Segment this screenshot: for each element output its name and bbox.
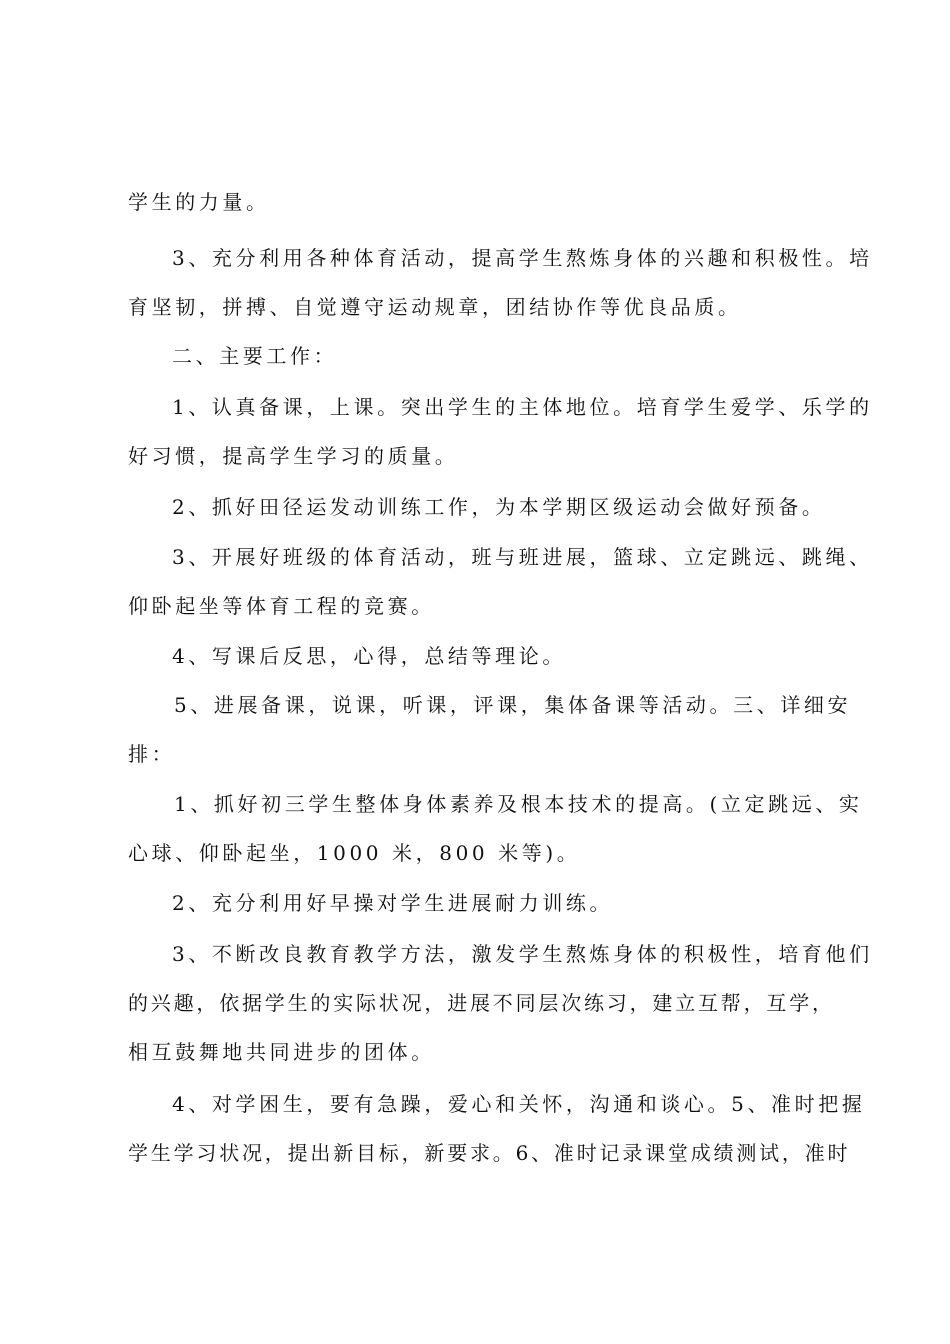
paragraph-line: 3、开展好班级的体育活动，班与班进展，篮球、立定跳远、跳绳、 [172,545,873,569]
paragraph-line: 5、进展备课，说课，听课，评课，集体备课等活动。三、详细安 [174,693,852,717]
paragraph-line: 排： [128,742,176,766]
paragraph-line: 1、抓好初三学生整体身体素养及根本技术的提高。(立定跳远、实 [174,792,863,816]
paragraph-line: 相互鼓舞地共同进步的团体。 [128,1040,435,1064]
paragraph-line: 3、充分利用各种体育活动，提高学生熬炼身体的兴趣和积极性。培 [172,246,873,270]
paragraph-line: 仰卧起坐等体育工程的竞赛。 [128,594,435,618]
paragraph-line: 好习惯，提高学生学习的质量。 [128,444,459,468]
paragraph-line: 4、写课后反思，心得，总结等理论。 [172,644,566,668]
paragraph-line: 2、充分利用好早操对学生进展耐力训练。 [172,891,614,915]
paragraph-line: 学生的力量。 [128,190,270,214]
paragraph-line: 4、对学困生，要有急躁，爱心和关怀，沟通和谈心。5、准时把握 [172,1092,866,1116]
paragraph-line: 的兴趣，依据学生的实际状况，进展不同层次练习，建立互帮，互学， [128,991,835,1015]
paragraph-line: 育坚韧，拼搏、自觉遵守运动规章，团结协作等优良品质。 [128,295,742,319]
paragraph-line: 2、抓好田径运发动训练工作，为本学期区级运动会做好预备。 [172,495,826,519]
paragraph-line: 1、认真备课，上课。突出学生的主体地位。培育学生爱学、乐学的 [172,395,873,419]
section-heading: 二、主要工作： [172,344,338,368]
paragraph-line: 心球、仰卧起坐，1000 米，800 米等)。 [128,841,581,865]
paragraph-line: 3、不断改良教育教学方法，激发学生熬炼身体的积极性，培育他们 [172,942,873,966]
paragraph-line: 学生学习状况，提出新目标，新要求。6、准时记录课堂成绩测试，准时 [128,1141,851,1165]
